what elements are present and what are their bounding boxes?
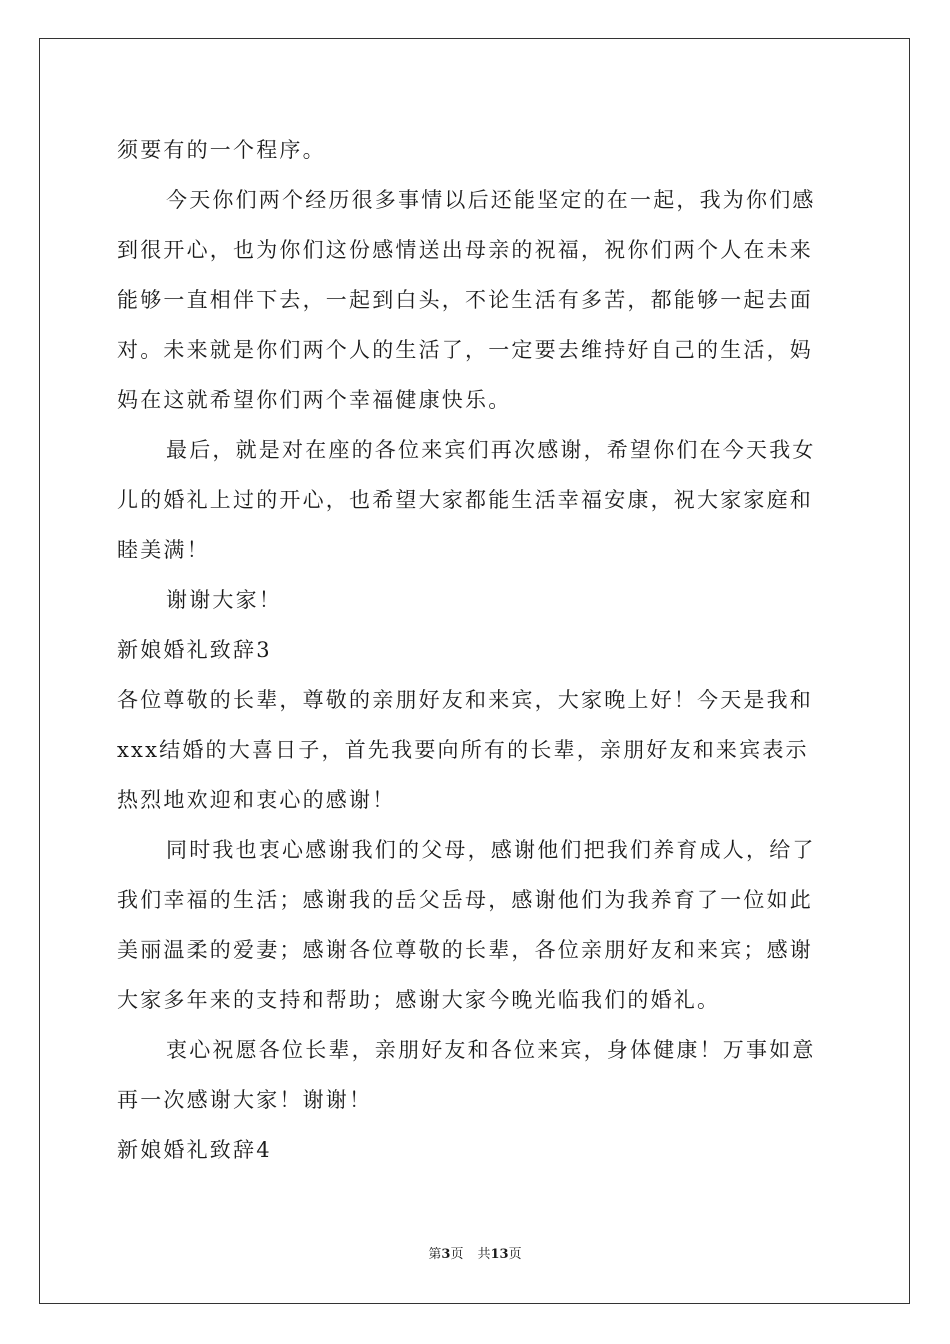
text-line: 须要有的一个程序。 (117, 138, 326, 162)
text-line: 衷心祝愿各位长辈，亲朋好友和各位来宾，身体健康！万事如意 (166, 1038, 816, 1062)
text-line: 热烈地欢迎和衷心的感谢！ (117, 788, 396, 812)
section-heading: 新娘婚礼致辞4 (117, 1138, 272, 1162)
text-line: 睦美满！ (117, 538, 210, 562)
page-number: 3 (441, 1247, 451, 1262)
text-line: 谢谢大家！ (166, 588, 282, 612)
text-line: 同时我也衷心感谢我们的父母，感谢他们把我们养育成人，给了 (166, 838, 816, 862)
total-pages: 13 (490, 1247, 509, 1262)
text-line: 儿的婚礼上过的开心，也希望大家都能生活幸福安康，祝大家家庭和 (117, 488, 813, 512)
text-line: 大家多年来的支持和帮助；感谢大家今晚光临我们的婚礼。 (117, 988, 721, 1012)
section-heading: 新娘婚礼致辞3 (117, 638, 272, 662)
text-line: 美丽温柔的爱妻；感谢各位尊敬的长辈，各位亲朋好友和来宾；感谢 (117, 938, 813, 962)
text-line: 到很开心，也为你们这份感情送出母亲的祝福，祝你们两个人在未来 (117, 238, 813, 262)
page-footer (0, 1246, 950, 1264)
text-line: 各位尊敬的长辈，尊敬的亲朋好友和来宾，大家晚上好！今天是我和 (117, 688, 813, 712)
text-line: 妈在这就希望你们两个幸福健康快乐。 (117, 388, 512, 412)
total-suffix: 页 (508, 1247, 522, 1262)
text-line: 能够一直相伴下去，一起到白头，不论生活有多苦，都能够一起去面 (117, 288, 813, 312)
total-prefix: 共 (477, 1247, 491, 1262)
text-line: 最后，就是对在座的各位来宾们再次感谢，希望你们在今天我女 (166, 438, 816, 462)
text-line: xxx结婚的大喜日子，首先我要向所有的长辈，亲朋好友和来宾表示 (117, 738, 809, 762)
text-line: 我们幸福的生活；感谢我的岳父岳母，感谢他们为我养育了一位如此 (117, 888, 813, 912)
text-line: 今天你们两个经历很多事情以后还能坚定的在一起，我为你们感 (166, 188, 816, 212)
page-suffix: 页 (450, 1247, 464, 1262)
text-line: 再一次感谢大家！谢谢！ (117, 1088, 373, 1112)
page-prefix: 第 (428, 1247, 442, 1262)
text-line: 对。未来就是你们两个人的生活了，一定要去维持好自己的生活，妈 (117, 338, 813, 362)
document-body (117, 125, 833, 1175)
